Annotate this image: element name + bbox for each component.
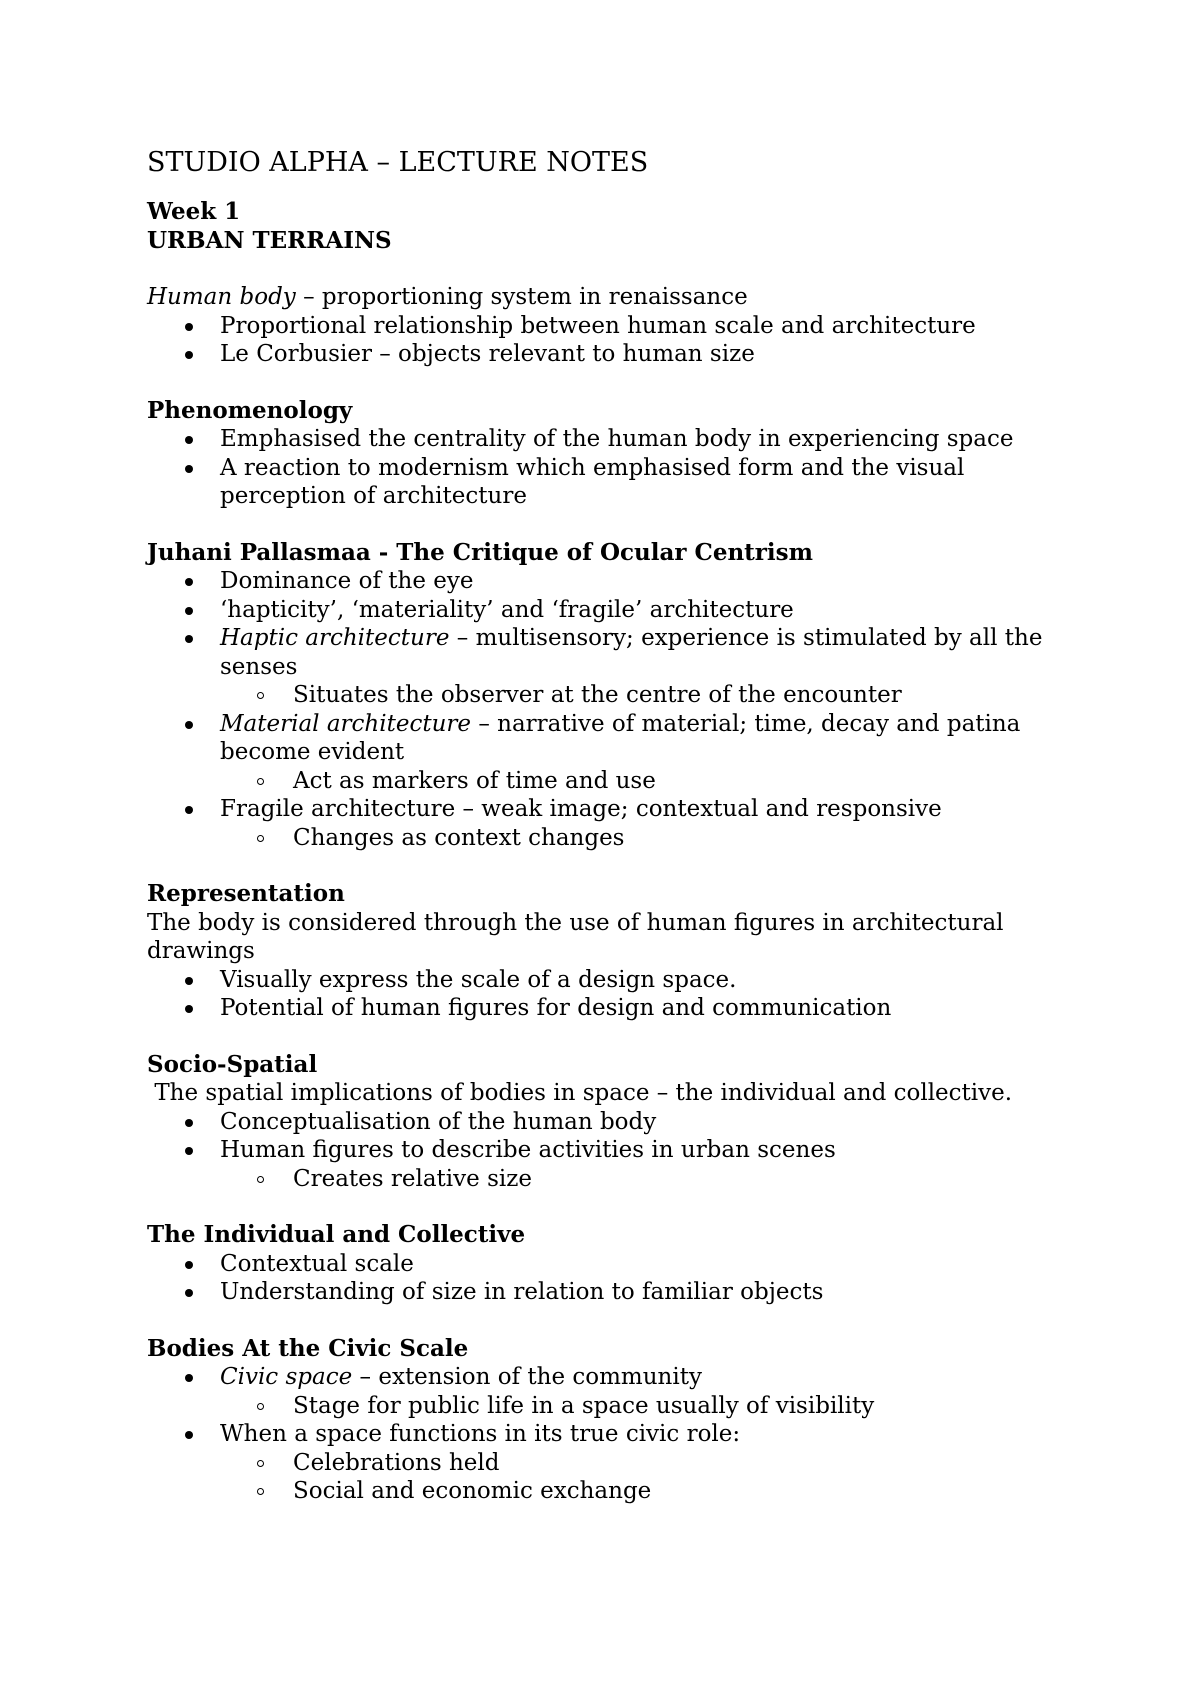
sub-list xyxy=(220,1392,1087,1421)
section-heading: Bodies At the Civic Scale xyxy=(147,1334,469,1362)
section-heading: Socio-Spatial xyxy=(147,1050,318,1078)
list-item xyxy=(147,1363,1087,1420)
section-text: The spatial implications of bodies in space – the individual and collective. xyxy=(147,1080,1013,1106)
list-item: Conceptualisation of the human body xyxy=(147,1108,1087,1137)
material-rest: – narrative of material; time, decay and patina become evident xyxy=(220,710,1021,765)
list-item: Dominance of the eye xyxy=(147,567,1087,596)
list-item: Proportional relationship between human scale and architecture xyxy=(147,312,1087,341)
fragile-text: Fragile architecture – weak image; contextual and responsive xyxy=(220,796,942,822)
individual-section xyxy=(147,1221,1087,1307)
civic-term: Civic space xyxy=(220,1364,353,1390)
sub-list-item: Celebrations held xyxy=(147,1449,1087,1478)
socio-spatial-section xyxy=(147,1051,1087,1194)
pallasmaa-section xyxy=(147,539,1087,853)
sub-list xyxy=(220,824,1087,853)
list-item: Visually express the scale of a design space. xyxy=(147,966,1087,995)
section-heading: The Individual and Collective xyxy=(147,1221,526,1248)
pallasmaa-list xyxy=(147,567,1087,852)
phenomenology-list xyxy=(147,425,1087,511)
intro-term: Human body xyxy=(147,284,296,310)
list-item xyxy=(147,795,1087,852)
individual-list xyxy=(147,1250,1087,1307)
sub-list xyxy=(220,1165,1087,1194)
list-item: Contextual scale xyxy=(147,1250,1087,1279)
list-item: ‘hapticity’, ‘materiality’ and ‘fragile’ architecture xyxy=(147,596,1087,625)
section-heading: Representation xyxy=(147,880,345,907)
list-item: Emphasised the centrality of the human body in experiencing space xyxy=(147,425,1087,454)
sub-list-item: Social and economic exchange xyxy=(147,1477,1087,1506)
representation-section xyxy=(147,880,1087,1023)
sub-list-item: Stage for public life in a space usually of visibility xyxy=(147,1392,1087,1421)
list-item xyxy=(147,1420,1087,1506)
list-item: Understanding of size in relation to familiar objects xyxy=(147,1278,1087,1307)
section-heading: Juhani Pallasmaa - The Critique of Ocular Centrism xyxy=(147,538,813,566)
list-item: Potential of human figures for design and communication xyxy=(147,994,1087,1023)
list-item: A reaction to modernism which emphasised form and the visual perception of architecture xyxy=(147,454,1087,511)
document-title: STUDIO ALPHA – LECTURE NOTES xyxy=(147,147,649,178)
list-item xyxy=(147,1136,1087,1193)
sub-list-item: Situates the observer at the centre of the encounter xyxy=(147,681,1087,710)
socio-list xyxy=(147,1108,1087,1194)
civic-b2-text: When a space functions in its true civic role: xyxy=(220,1421,741,1447)
week-label: Week 1 xyxy=(147,198,241,225)
sub-list xyxy=(220,767,1087,796)
topic-title: URBAN TERRAINS xyxy=(147,226,392,254)
intro-line xyxy=(147,283,1087,312)
list-item: Le Corbusier – objects relevant to human size xyxy=(147,340,1087,369)
phenomenology-section xyxy=(147,397,1087,511)
sub-list-item: Creates relative size xyxy=(147,1165,1087,1194)
civic-rest: – extension of the community xyxy=(352,1364,702,1390)
document-page xyxy=(147,146,1087,1506)
material-term: Material architecture xyxy=(220,710,472,737)
sub-list xyxy=(220,681,1087,710)
section-text: The body is considered through the use of human figures in architectural drawings xyxy=(147,909,1004,964)
civic-list xyxy=(147,1363,1087,1506)
haptic-term: Haptic architecture xyxy=(220,625,450,651)
representation-list xyxy=(147,966,1087,1023)
sub-list-item: Act as markers of time and use xyxy=(147,767,1087,796)
civic-section xyxy=(147,1335,1087,1506)
section-heading: Phenomenology xyxy=(147,396,353,424)
intro-section xyxy=(147,283,1087,369)
list-item xyxy=(147,710,1087,796)
list-item xyxy=(147,624,1087,710)
sub-list xyxy=(220,1449,1087,1506)
haptic-rest: – multisensory; experience is stimulated by all the senses xyxy=(220,625,1043,680)
sub-list-item: Changes as context changes xyxy=(147,824,1087,853)
intro-rest: – proportioning system in renaissance xyxy=(295,284,748,310)
intro-list xyxy=(147,312,1087,369)
socio-b2-text: Human figures to describe activities in urban scenes xyxy=(220,1137,836,1163)
